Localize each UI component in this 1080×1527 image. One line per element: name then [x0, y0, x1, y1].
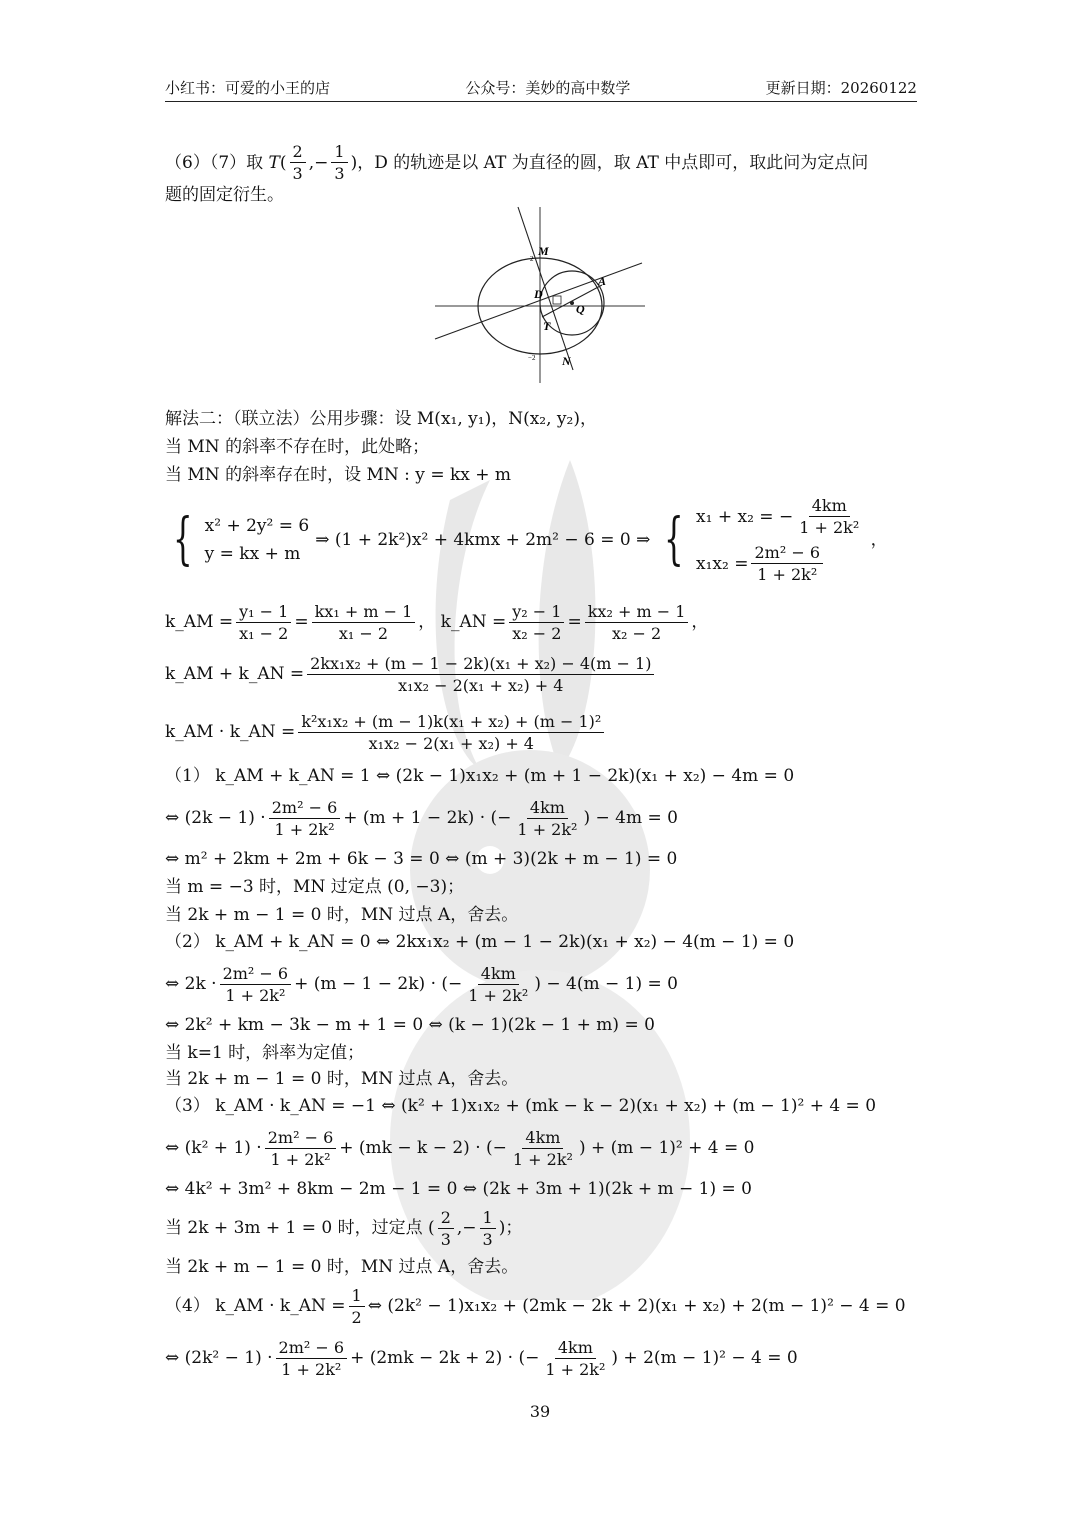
- part2-line-e: 当 2k + m − 1 = 0 时，MN 过点 A，舍去。: [165, 1069, 519, 1089]
- header-right: 更新日期：20260122: [765, 79, 917, 97]
- part2-line-c: ⇔ 2k² + km − 3k − m + 1 = 0 ⇔ (k − 1)(2k − 1 + m) = 0: [165, 1015, 655, 1035]
- system-equations: { x² + 2y² = 6 y = kx + m ⇒ (1 + 2k²)x² + 4kmx + 2m² − 6 = 0 ⇒ { x₁ + x₂ = − $\frac{4km}{\text{1 + 2k²}}$ x₁x₂ = $\frac{\text{2m² − 6}}{\text{1 + 2k²}}$ ，: [173, 496, 888, 584]
- part1-line-d: 当 m = −3 时，MN 过定点 (0, −3)；: [165, 877, 465, 897]
- slope-product: k_AM · k_AN = $\frac{\text{k²x₁x₂ + (m − 1)k(x₁ + x₂) + (m − 1)²}}{\text{x₁x₂ − 2(x₁ + x₂) + 4}}$: [165, 710, 607, 754]
- part1-line-a: （1） k_AM + k_AN = 1 ⇔ (2k − 1)x₁x₂ + (m + 1 − 2k)(x₁ + x₂) − 4m = 0: [165, 766, 795, 786]
- part1-line-c: ⇔ m² + 2km + 2m + 6k − 3 = 0 ⇔ (m + 3)(2k + m − 1) = 0: [165, 849, 678, 869]
- geometry-figure: [430, 205, 650, 387]
- slope-definitions: k_AM = $\frac{\text{y₁ − 1}}{\text{x₁ − 2}}$ = $\frac{\text{kx₁ + m − 1}}{\text{x₁ − 2}}$ ， k_AN = $\frac{\text{y₂ − 1}}{\text{x₂ − 2}}$ = $\frac{\text{kx₂ + m − 1}}{\text{x₂ − 2}}$ ，: [165, 601, 709, 643]
- page-header: [165, 78, 917, 102]
- part4-line-b: ⇔ (2k² − 1) · $\frac{\text{2m² − 6}}{\text{1 + 2k²}}$ + (2mk − 2k + 2) · (− $\frac{4km}{\text{1 + 2k²}}$ ) + 2(m − 1)² − 4 = 0: [165, 1337, 798, 1379]
- part1-line-e: 当 2k + m − 1 = 0 时，MN 过点 A，舍去。: [165, 905, 519, 925]
- method-case-2: 当 MN 的斜率存在时，设 MN : y = kx + m: [165, 465, 512, 485]
- header-center: 公众号：美妙的高中数学: [465, 79, 631, 97]
- method-case-1: 当 MN 的斜率不存在时，此处略；: [165, 437, 430, 457]
- slope-sum: k_AM + k_AN = $\frac{\text{2kx₁x₂ + (m − 1 − 2k)(x₁ + x₂) − 4(m − 1)}}{\text{x₁x₂ − 2(x₁ + x₂) + 4}}$: [165, 652, 657, 696]
- part3-line-d: 当 2k + 3m + 1 = 0 时，过定点 ( $\frac{2}{3}$ ,− $\frac{1}{3}$ )；: [165, 1207, 523, 1249]
- part2-line-a: （2） k_AM + k_AN = 0 ⇔ 2kx₁x₂ + (m − 1 − 2k)(x₁ + x₂) − 4(m − 1) = 0: [165, 932, 795, 952]
- label-T: T: [543, 319, 551, 333]
- label-M: M: [538, 244, 549, 258]
- header-left: 小红书：可爱的小王的店: [165, 79, 331, 97]
- intro-line-2: 题的固定衍生。: [165, 185, 284, 205]
- part2-line-b: ⇔ 2k · $\frac{\text{2m² − 6}}{\text{1 + 2k²}}$ + (m − 1 − 2k) · (− $\frac{4km}{\text{1 + 2k²}}$ ) − 4(m − 1) = 0: [165, 963, 678, 1005]
- part3-line-b: ⇔ (k² + 1) · $\frac{\text{2m² − 6}}{\text{1 + 2k²}}$ + (mk − k − 2) · (− $\frac{4km}{\text{1 + 2k²}}$ ) + (m − 1)² + 4 = 0: [165, 1127, 755, 1169]
- part3-line-a: （3） k_AM · k_AN = −1 ⇔ (k² + 1)x₁x₂ + (mk − k − 2)(x₁ + x₂) + (m − 1)² + 4 = 0: [165, 1096, 877, 1116]
- part3-line-e: 当 2k + m − 1 = 0 时，MN 过点 A，舍去。: [165, 1257, 519, 1277]
- fraction: $\frac{1}{3}$: [331, 142, 347, 183]
- part3-line-c: ⇔ 4k² + 3m² + 8km − 2m − 1 = 0 ⇔ (2k + 3m + 1)(2k + m − 1) = 0: [165, 1179, 752, 1199]
- intro-line-1: （6）（7）取 T ( $\frac{2}{3}$ ,− $\frac{1}{3}$ ) ，D 的轨迹是以 AT 为直径的圆，取 AT 中点即可，取此问为定点问: [165, 142, 869, 183]
- label-Q: Q: [576, 302, 585, 316]
- page-number: 39: [529, 1402, 551, 1421]
- label-A: A: [598, 274, 607, 288]
- part2-line-d: 当 k=1 时，斜率为定值；: [165, 1043, 365, 1063]
- fraction: $\frac{2}{3}$: [290, 142, 306, 183]
- part4-line-a: （4） k_AM · k_AN = $\frac{1}{2}$ ⇔ (2k² − 1)x₁x₂ + (2mk − 2k + 2)(x₁ + x₂) + 2(m − 1)² − 4 = 0: [165, 1285, 906, 1327]
- tick-top: 2: [530, 255, 534, 263]
- method-title: 解法二：（联立法）公用步骤：设 M(x₁, y₁)，N(x₂, y₂)，: [165, 409, 597, 429]
- label-N: N: [562, 354, 571, 368]
- label-D: D: [534, 287, 543, 301]
- part1-line-b: ⇔ (2k − 1) · $\frac{\text{2m² − 6}}{\text{1 + 2k²}}$ + (m + 1 − 2k) · (− $\frac{4km}{\text{1 + 2k²}}$ ) − 4m = 0: [165, 797, 678, 839]
- tick-bottom: −2: [528, 354, 536, 362]
